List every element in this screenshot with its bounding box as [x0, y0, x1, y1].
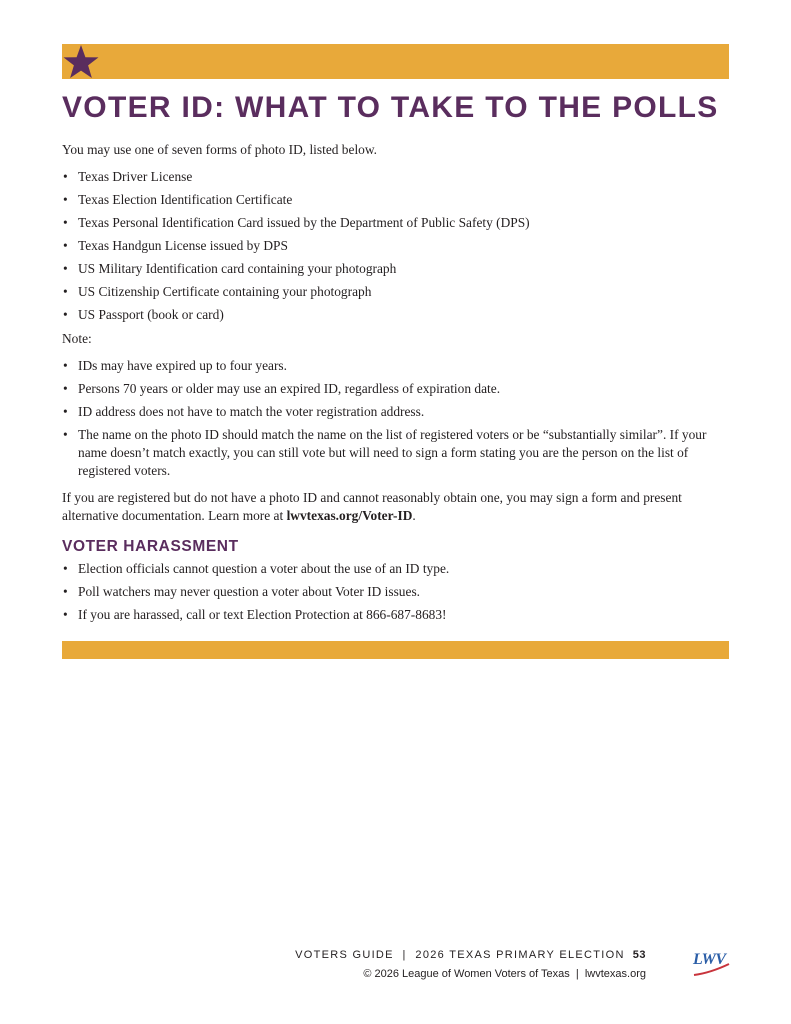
page-footer: [295, 947, 646, 982]
section-heading-harassment: VOTER HARASSMENT: [62, 538, 239, 555]
alternative-end: .: [412, 508, 416, 523]
list-item: • US Citizenship Certificate containing your photograph: [62, 283, 732, 301]
list-item: • Texas Personal Identification Card issued by the Department of Public Safety (DPS): [62, 214, 732, 232]
logo-swoosh-icon: [692, 951, 732, 981]
list-item: • Texas Handgun License issued by DPS: [62, 237, 732, 255]
footer-copyright: © 2026 League of Women Voters of Texas | lwvtexas.org: [363, 968, 646, 980]
voter-id-link[interactable]: lwvtexas.org/Voter-ID: [286, 508, 413, 523]
lwv-logo: [692, 951, 732, 981]
footer-accent-bar: [62, 641, 729, 659]
harassment-list: [62, 560, 732, 624]
list-item: • Texas Election Identification Certificate: [62, 191, 732, 209]
footer-guide-title: VOTERS GUIDE | 2026 TEXAS PRIMARY ELECTION: [295, 949, 625, 961]
page-title: VOTER ID: WHAT TO TAKE TO THE POLLS: [62, 91, 719, 124]
footer-guide-line: [295, 947, 646, 963]
list-item: • Texas Driver License: [62, 168, 732, 186]
list-item: • US Military Identification card containing your photograph: [62, 260, 732, 278]
list-item: • ID address does not have to match the voter registration address.: [62, 403, 732, 421]
list-item: • If you are harassed, call or text Election Protection at 866-687-8683!: [62, 606, 732, 624]
lwv-logo-text: LWV: [693, 951, 726, 968]
list-item: • US Passport (book or card): [62, 306, 732, 324]
list-item: • Poll watchers may never question a voter about Voter ID issues.: [62, 583, 732, 601]
page-number: 53: [632, 949, 646, 961]
notes-list: [62, 357, 732, 480]
main-content: [62, 140, 732, 629]
alternative-documentation-text: [62, 489, 732, 525]
photo-id-list: [62, 168, 732, 324]
list-item: • Persons 70 years or older may use an expired ID, regardless of expiration date.: [62, 380, 732, 398]
list-item: • Election officials cannot question a voter about the use of an ID type.: [62, 560, 732, 578]
star-icon: [62, 44, 100, 80]
header-accent-bar: [62, 44, 729, 79]
alternative-text: If you are registered but do not have a photo ID and cannot reasonably obtain one, you may sign a form and present alternative documentation. Learn more at: [62, 490, 682, 523]
intro-text: You may use one of seven forms of photo ID, listed below.: [62, 142, 378, 157]
note-label: Note:: [62, 331, 92, 346]
list-item: • The name on the photo ID should match the name on the list of registered voters or be “substantially similar”. If your name doesn’t match exactly, you can still vote but will need to sign a form stating you are the person on the list of registered voters.: [62, 426, 732, 480]
list-item: • IDs may have expired up to four years.: [62, 357, 732, 375]
